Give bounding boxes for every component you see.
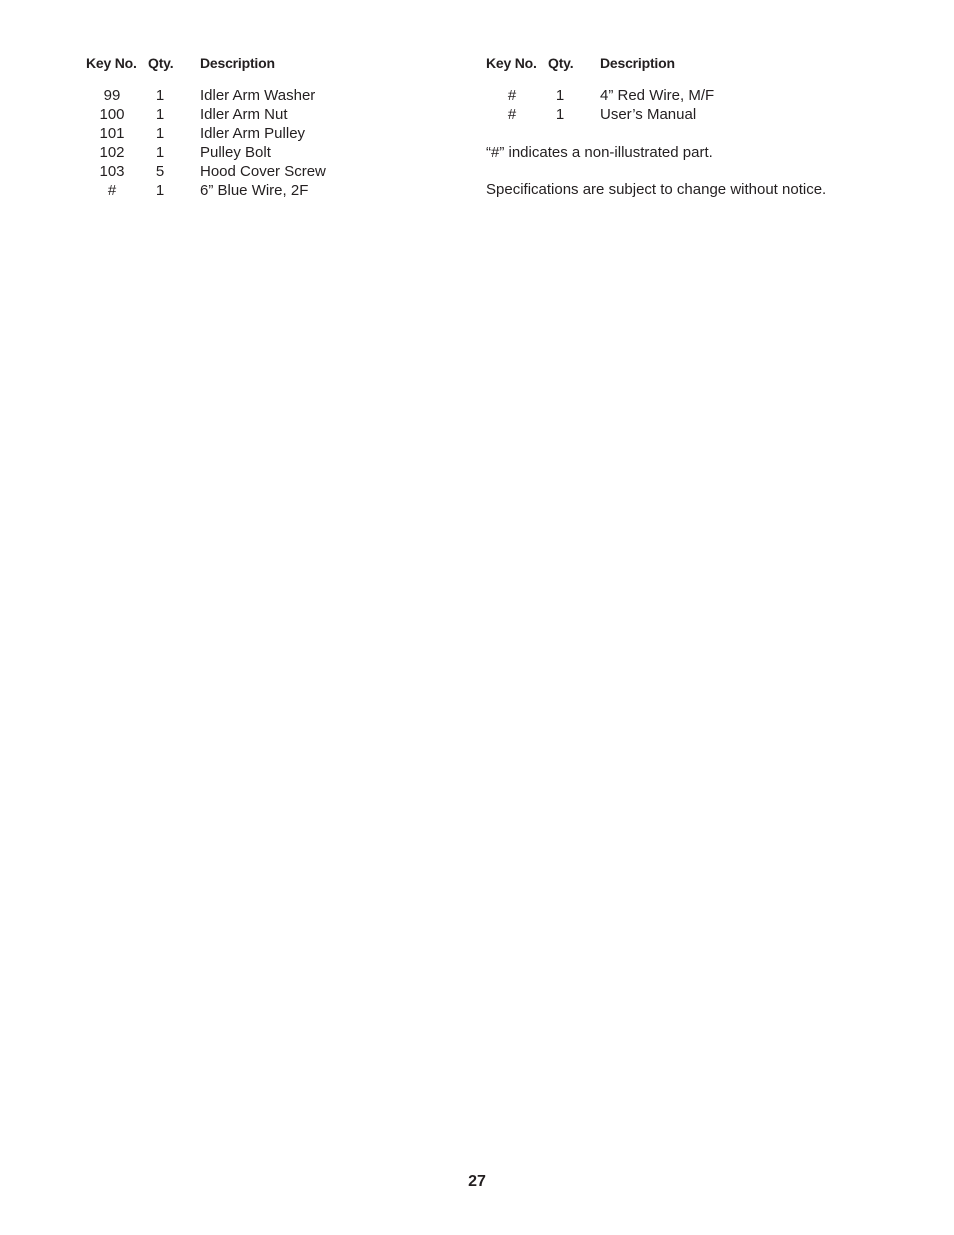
part-row xyxy=(86,181,446,200)
non-illustrated-note: “#” indicates a non-illustrated part. xyxy=(486,144,713,161)
part-description: Idler Arm Pulley xyxy=(200,125,306,142)
parts-list-right xyxy=(486,55,886,199)
parts-list-left xyxy=(86,55,446,200)
part-description: Hood Cover Screw xyxy=(200,163,326,180)
part-key-no: 99 xyxy=(103,87,121,104)
part-row xyxy=(86,105,446,124)
part-description: Pulley Bolt xyxy=(200,144,271,161)
part-key-no: 101 xyxy=(99,125,125,142)
part-qty: 1 xyxy=(155,182,165,199)
part-description: User’s Manual xyxy=(600,106,697,123)
part-qty: 1 xyxy=(155,87,165,104)
part-description: Idler Arm Washer xyxy=(200,87,316,104)
part-row xyxy=(86,86,446,105)
parts-rows xyxy=(86,86,446,200)
part-row xyxy=(86,124,446,143)
header-description: Description xyxy=(600,55,675,71)
parts-list-header xyxy=(486,55,886,75)
page-number: 27 xyxy=(468,1173,486,1190)
part-qty: 1 xyxy=(555,106,565,123)
header-description: Description xyxy=(200,55,275,71)
part-row xyxy=(86,162,446,181)
part-key-no: 100 xyxy=(99,106,125,123)
header-qty: Qty. xyxy=(548,55,574,71)
part-row xyxy=(486,105,886,124)
specifications-note: Specifications are subject to change without notice. xyxy=(486,181,827,198)
part-key-no: # xyxy=(507,106,517,123)
header-key-no: Key No. xyxy=(86,55,137,71)
part-qty: 1 xyxy=(555,87,565,104)
part-key-no: # xyxy=(507,87,517,104)
part-row xyxy=(486,86,886,105)
part-key-no: 102 xyxy=(99,144,125,161)
part-key-no: 103 xyxy=(99,163,125,180)
part-key-no: # xyxy=(107,182,117,199)
part-qty: 1 xyxy=(155,125,165,142)
part-qty: 1 xyxy=(155,144,165,161)
parts-rows xyxy=(486,86,886,124)
parts-list-header xyxy=(86,55,446,75)
header-qty: Qty. xyxy=(148,55,174,71)
header-key-no: Key No. xyxy=(486,55,537,71)
part-description: 6” Blue Wire, 2F xyxy=(200,182,309,199)
part-description: Idler Arm Nut xyxy=(200,106,288,123)
part-qty: 1 xyxy=(155,106,165,123)
part-row xyxy=(86,143,446,162)
part-description: 4” Red Wire, M/F xyxy=(600,87,715,104)
part-qty: 5 xyxy=(155,163,165,180)
